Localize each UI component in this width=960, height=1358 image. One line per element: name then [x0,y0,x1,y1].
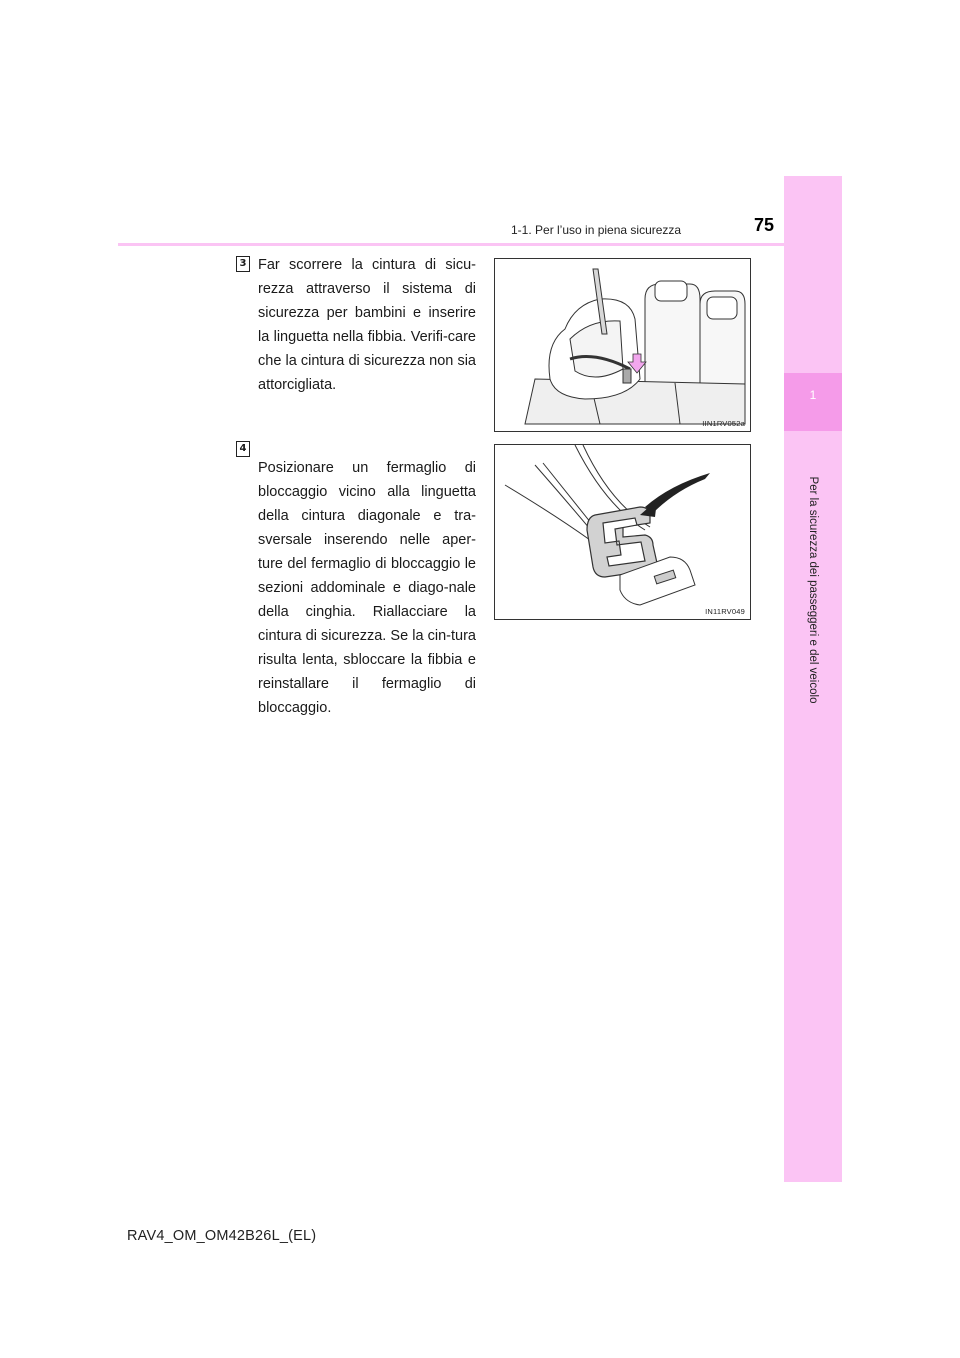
locking-clip-drawing [495,445,750,619]
document-code: RAV4_OM_OM42B26L_(EL) [127,1228,317,1244]
step-number-badge: 3 [236,256,250,272]
figure-code: IN11RV049 [705,607,745,616]
step-text: Far scorrere la cintura di sicu-rezza attraverso il sistema di sicurezza per bambini e inserire la linguetta nella fibbia. Verifi-care che la cintura di sicurezza non sia attorcigliata. [258,257,476,393]
step-number-badge: 4 [236,441,250,457]
chapter-number: 1 [809,388,817,402]
section-title: 1-1. Per l’uso in piena sicurezza [511,223,682,237]
chapter-number-tab[interactable] [784,373,842,431]
page-number: 75 [753,215,774,235]
locking-clip-illustration [494,444,751,620]
rear-seat-drawing [495,259,750,431]
figure-code: IIN1RV052a [702,419,745,428]
header-divider [118,243,842,246]
child-seat-illustration [494,258,751,432]
step-text: Posizionare un fermaglio di bloccaggio vicino alla linguetta della cintura diagonale e tra-sversale inserendo nelle aper-ture del fermaglio di bloccaggio le sezioni addominale e diago-nale della cinghia. Riallacciare la cintura di sicurezza. Se la cin-tura risulta lenta, sbloccare la fibbia e reinstallare il fermaglio di bloccaggio. [258,460,476,716]
chapter-title: Per la sicurezza dei passeggeri e del veicolo [807,476,819,704]
